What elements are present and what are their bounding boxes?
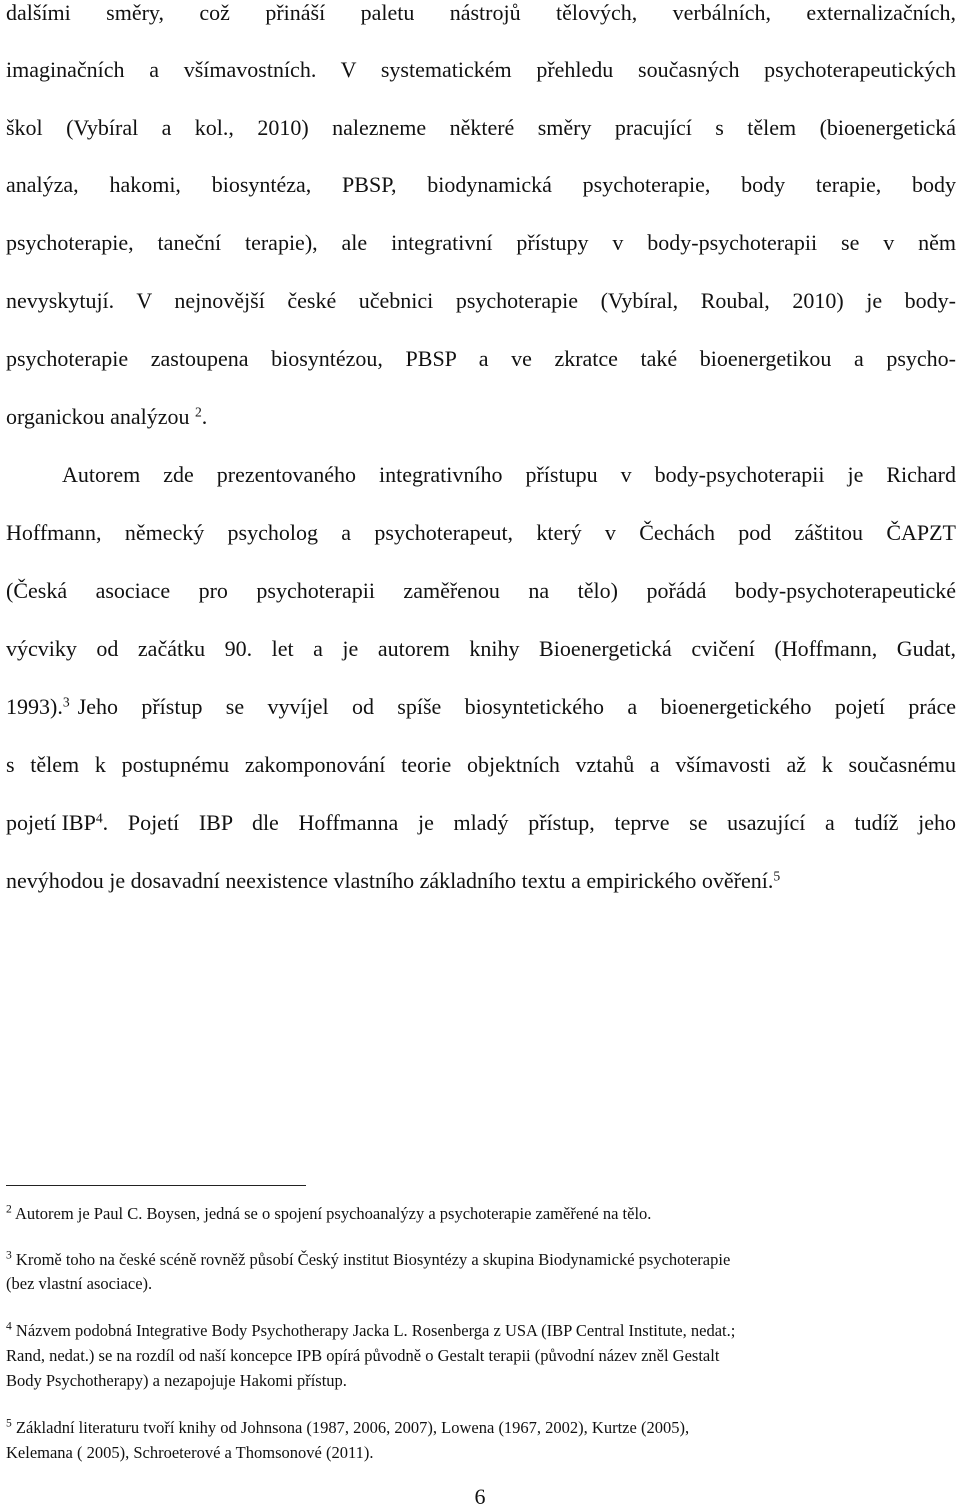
footnote-ref-3: 3 xyxy=(62,694,70,710)
body-text-line: (Česká asociace pro psychoterapii zaměřenou na tělo) pořádá body-psychoterapeutické xyxy=(6,578,956,603)
body-text-line: výcviky od začátku 90. let a je autorem knihy Bioenergetická cvičení (Hoffmann, Gudat, xyxy=(6,636,956,661)
body-text-line: pojetí IBP$^4$ . Pojetí IBP dle Hoffmanna je mladý přístup, teprve se usazující a tudíž jeho xyxy=(6,810,956,835)
page-number: 6 xyxy=(474,1484,486,1509)
body-text-line-last: organickou analýzou $^2$. xyxy=(6,404,208,429)
document-page: dalšími směry, což přináší paletu nástrojů tělových, verbálních, externalizačních, imaginačních a všímavostních. V systematickém přehledu současných psychoterapeutických škol (Vybíral a kol., 2010) nalezneme některé směry pracující s tělem (bioenergetická analýza, hakomi, biosyntéza, PBSP, biodynamická psychoterapie, body terapie, body psychoterapie, taneční terapie), ale integrativní přístupy v body-psychoterapii se v něm nevyskytují. V nejnovější české učebnici psychoterapie (Vybíral, Roubal, 2010) je body- psychoterapie zastoupena biosyntézou, PBSP a ve zkratce také bioenergetikou a psycho- organickou analýzou $^2$. Autorem zde prezentovaného integrativního přístupu v body-psychoterapii je Richard Hoffmann, německý psycholog a psychoterapeut, který v Čechách pod záštitou ČAPZT (Česká asociace pro psychoterapii zaměřenou na tělo) pořádá body-psychoterapeutické výcviky od začátku 90. let a je autorem knihy Bioenergetická cvičení (Hoffmann, Gudat, 1993).$^3$ Jeho přístup se vyvíjel od spíše biosyntetického a bioenergetického pojetí práce s tělem k postupnému zakomponování teorie objektních vztahů a všímavosti až k současnému pojetí IBP$^4$ . Pojetí IBP dle Hoffmanna je mladý přístup, teprve se usazující a tudíž jeho nevýhodou je dosavadní neexistence vlastního základního textu a empirického ověření.$^5$ $^2$ Autorem je Paul C. Boysen, jedná se o spojení psychoanalýzy a psychoterapie zaměřené na tělo. $^3$ Kromě toho na české scéně rovněž působí Český institut Biosyntézy a skupina Biodynamické psychoterapie (bez vlastní asociace). $^4$ Názvem podobná Integrative Body Psychotherapy Jacka L. Rosenberga z USA (IBP Central Institute, nedat.; Rand, nedat.) se na rozdíl od naší koncepce IPB opírá původně o Gestalt terapii (původní název zněl Gestalt Body Psychotherapy) a nezapojuje Hakomi přístup. $^5$ Základní literaturu tvoří knihy od Johnsona (1987, 2006, 2007), Lowena (1967, 2002), Kurtze (2005), Kelemana ( 2005), Schroeterové a Thomsonové (2011). 6 xyxy=(0,0,960,1509)
footnote-number: 5 xyxy=(6,1417,12,1430)
footnote-ref-2: 2 xyxy=(194,404,202,420)
body-text-line-last: nevýhodou je dosavadní neexistence vlastního základního textu a empirického ověření.$^5$ xyxy=(6,868,781,893)
body-text-line: škol (Vybíral a kol., 2010) nalezneme některé směry pracující s tělem (bioenergetická xyxy=(6,115,956,140)
footnote-ref-4: 4 xyxy=(95,810,103,826)
footnote-separator xyxy=(6,1185,306,1186)
body-text-line: psychoterapie zastoupena biosyntézou, PBSP a ve zkratce také bioenergetikou a psycho- xyxy=(6,346,956,371)
body-text-line: Autorem zde prezentovaného integrativního přístupu v body-psychoterapii je Richard xyxy=(62,462,956,487)
footnote-number: 2 xyxy=(6,1203,12,1216)
footnote-number: 4 xyxy=(6,1320,12,1333)
body-text-line: nevyskytují. V nejnovější české učebnici psychoterapie (Vybíral, Roubal, 2010) je body- xyxy=(6,288,956,313)
body-text-line: dalšími směry, což přináší paletu nástrojů tělových, verbálních, externalizačních, xyxy=(6,0,956,25)
body-text-line: analýza, hakomi, biosyntéza, PBSP, biodynamická psychoterapie, body terapie, body xyxy=(6,172,956,197)
footnote-ref-5: 5 xyxy=(773,868,781,884)
body-text-line: imaginačních a všímavostních. V systematickém přehledu současných psychoterapeutických xyxy=(6,57,956,82)
body-text-line: Hoffmann, německý psycholog a psychoterapeut, který v Čechách pod záštitou ČAPZT xyxy=(6,520,956,545)
body-text-line: psychoterapie, taneční terapie), ale integrativní přístupy v body-psychoterapii se v něm xyxy=(6,230,956,255)
body-text-line: 1993).$^3$ Jeho přístup se vyvíjel od spíše biosyntetického a bioenergetického pojetí práce xyxy=(6,694,956,719)
body-text-line: s tělem k postupnému zakomponování teorie objektních vztahů a všímavosti až k současnému xyxy=(6,752,956,777)
footnote-number: 3 xyxy=(6,1249,12,1262)
